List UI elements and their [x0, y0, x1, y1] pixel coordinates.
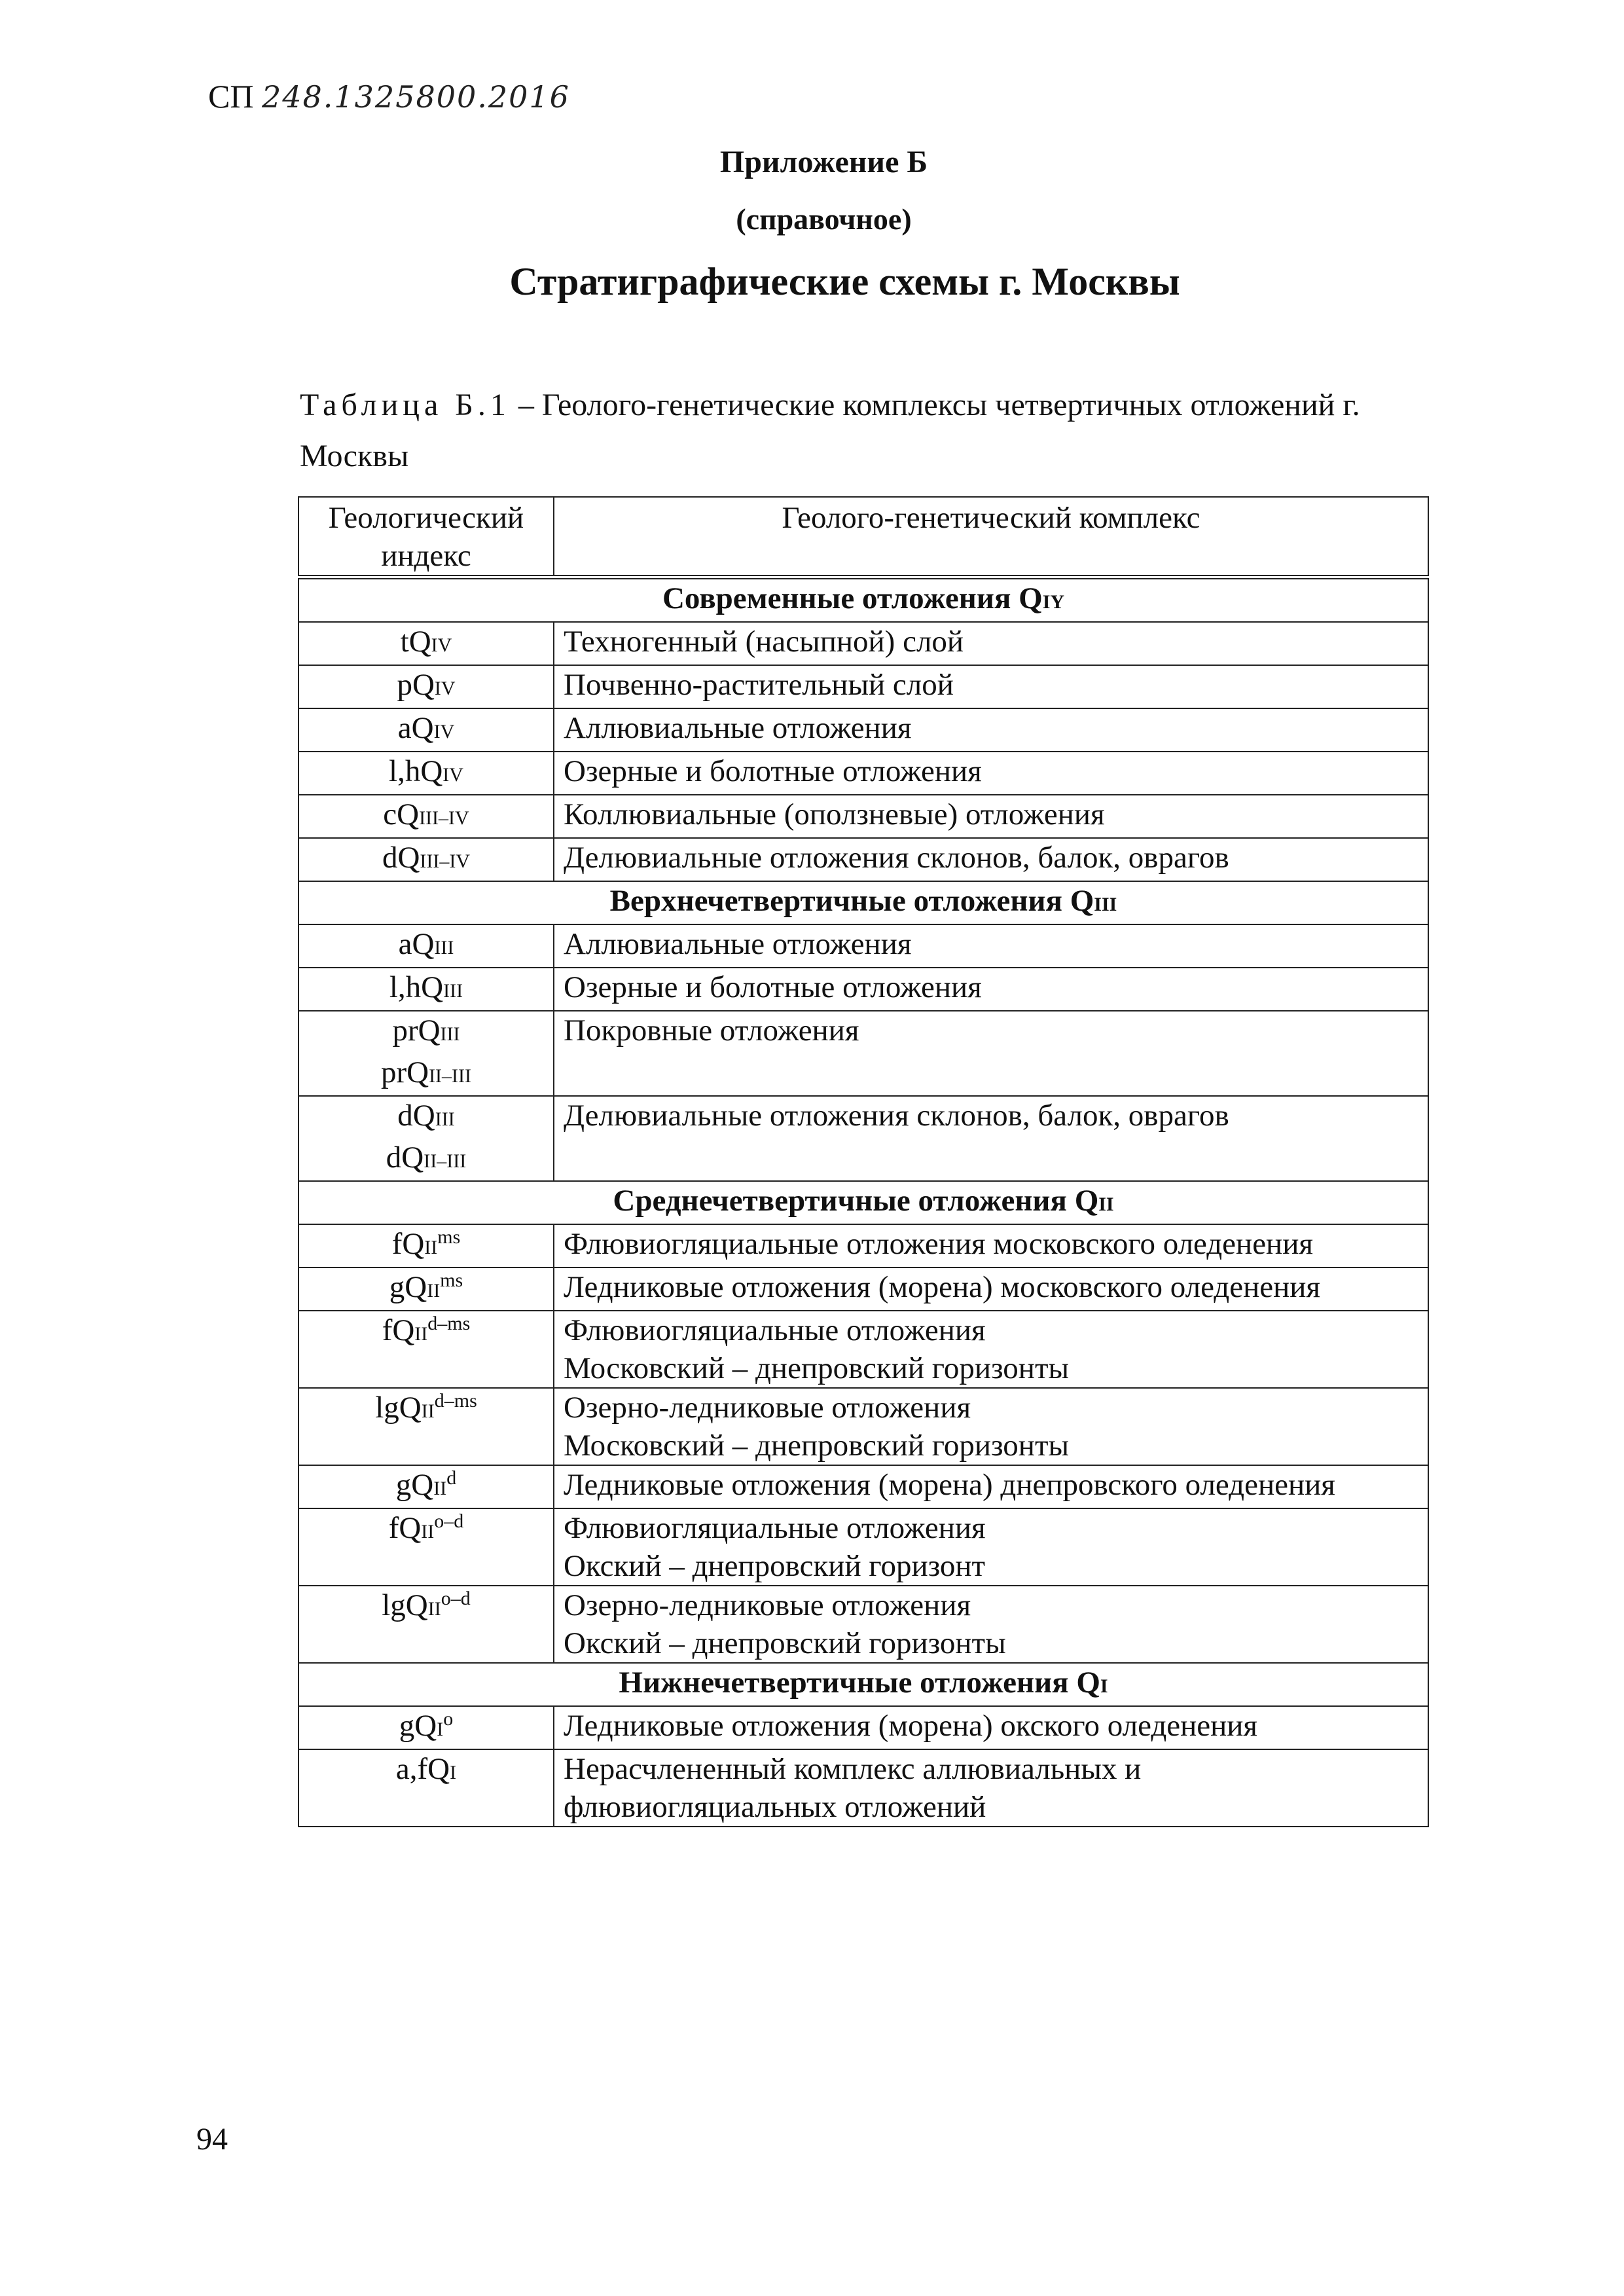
index-base: a,fQ	[395, 1752, 450, 1786]
index-superscript: o–d	[434, 1510, 464, 1532]
geological-index-cell	[298, 1706, 554, 1749]
index-subscript: I	[437, 1719, 444, 1740]
section-title-subscript: IY	[1042, 591, 1065, 613]
geological-index	[308, 1389, 544, 1430]
section-title-subscript: I	[1100, 1675, 1108, 1697]
genetic-complex-cell	[554, 838, 1428, 881]
index-base: aQ	[397, 711, 434, 745]
geological-index	[308, 1268, 544, 1310]
table-row	[298, 1096, 1428, 1181]
genetic-complex-text: Ледниковые отложения (морена) московского оледенения	[564, 1270, 1321, 1304]
index-base: aQ	[398, 927, 435, 961]
table-row	[298, 1388, 1428, 1465]
index-base: prQ	[392, 1013, 441, 1048]
geological-index	[308, 1139, 544, 1180]
section-title-text: Верхнечетвертичные отложения Q	[609, 884, 1094, 918]
geological-index-cell	[298, 665, 554, 708]
table-header-row	[298, 497, 1428, 577]
appendix-title: Стратиграфические схемы г. Москвы	[509, 260, 1180, 303]
geological-index	[308, 623, 544, 665]
genetic-complex-text: Техногенный (насыпной) слой	[564, 625, 964, 659]
table-row	[298, 1224, 1428, 1267]
table-row	[298, 752, 1428, 795]
genetic-complex-cell	[554, 665, 1428, 708]
geological-index	[308, 752, 544, 794]
genetic-complex-cell	[554, 968, 1428, 1011]
document-code	[208, 77, 570, 115]
genetic-complex-text: Озерные и болотные отложения	[564, 754, 982, 788]
index-base: pQ	[397, 668, 435, 702]
geological-index	[308, 968, 544, 1010]
geological-index	[308, 795, 544, 837]
genetic-complex-cell	[554, 1586, 1428, 1663]
section-header-row	[298, 1181, 1428, 1224]
genetic-complex-cell	[554, 1311, 1428, 1388]
genetic-complex-text: флювиогляциальных отложений	[564, 1790, 986, 1824]
handwritten-doc-code: 248.1325800.2016	[261, 79, 570, 115]
index-base: fQ	[388, 1511, 422, 1545]
index-base: l,hQ	[389, 970, 444, 1004]
table-row	[298, 1465, 1428, 1508]
genetic-complex-text: Озерно-ледниковые отложения	[564, 1391, 971, 1425]
index-superscript: o	[443, 1708, 454, 1730]
index-base: lgQ	[382, 1588, 428, 1622]
index-superscript: d	[446, 1467, 457, 1489]
index-base: fQ	[382, 1313, 415, 1347]
geological-index	[308, 1509, 544, 1551]
genetic-complex-cell	[554, 1267, 1428, 1311]
stratigraphy-table	[298, 496, 1429, 1827]
genetic-complex-cell	[554, 1706, 1428, 1749]
index-base: fQ	[391, 1227, 425, 1261]
genetic-complex-cell	[554, 795, 1428, 838]
geological-index-cell	[298, 1267, 554, 1311]
table-caption	[300, 380, 1439, 482]
genetic-complex-text: Ледниковые отложения (морена) днепровского оледенения	[564, 1468, 1335, 1502]
genetic-complex-cell	[554, 1224, 1428, 1267]
genetic-complex-text: Флювиогляциальные отложения	[564, 1313, 986, 1347]
geological-index-cell	[298, 1311, 554, 1388]
section-title	[298, 1663, 1428, 1706]
index-subscript: III	[443, 980, 463, 1002]
genetic-complex-text: Озерные и болотные отложения	[564, 970, 982, 1004]
geological-index-cell	[298, 622, 554, 665]
geological-index-cell	[298, 1224, 554, 1267]
geological-index	[308, 1707, 544, 1749]
index-subscript: IV	[434, 678, 456, 699]
index-subscript: II	[427, 1280, 441, 1302]
geological-index-cell	[298, 838, 554, 881]
genetic-complex-cell	[554, 1011, 1428, 1096]
geological-index	[308, 1011, 544, 1053]
index-superscript: ms	[437, 1226, 461, 1248]
section-title-text: Среднечетвертичные отложения Q	[613, 1184, 1099, 1218]
genetic-complex-cell	[554, 1749, 1428, 1827]
genetic-complex-text: Покровные отложения	[564, 1013, 859, 1048]
index-subscript: IV	[433, 721, 455, 742]
genetic-complex-cell	[554, 1388, 1428, 1465]
section-title	[298, 577, 1428, 623]
table-row	[298, 838, 1428, 881]
index-subscript: IV	[431, 634, 452, 656]
index-base: cQ	[383, 797, 420, 831]
geological-index-cell	[298, 1508, 554, 1586]
section-header-row	[298, 577, 1428, 623]
genetic-complex-text: Аллювиальные отложения	[564, 711, 912, 745]
genetic-complex-text: Московский – днепровский горизонты	[564, 1429, 1070, 1463]
table-row	[298, 1749, 1428, 1827]
genetic-complex-text: Ледниковые отложения (морена) окского оледенения	[564, 1709, 1258, 1743]
appendix-status: (справочное)	[736, 202, 912, 236]
index-subscript: II	[433, 1478, 447, 1499]
section-title-subscript: II	[1098, 1194, 1114, 1215]
geological-index	[308, 1053, 544, 1095]
table-row	[298, 795, 1428, 838]
table-row	[298, 708, 1428, 752]
section-title	[298, 881, 1428, 924]
genetic-complex-cell	[554, 1096, 1428, 1181]
genetic-complex-cell	[554, 1465, 1428, 1508]
geological-index-cell	[298, 1586, 554, 1663]
index-base: dQ	[397, 1099, 435, 1133]
index-superscript: o–d	[441, 1588, 471, 1609]
index-base: l,hQ	[389, 754, 443, 788]
index-subscript: III	[435, 1108, 455, 1130]
genetic-complex-text: Аллювиальные отложения	[564, 927, 912, 961]
geological-index-cell	[298, 1465, 554, 1508]
geological-index-cell	[298, 1388, 554, 1465]
geological-index	[308, 709, 544, 751]
geological-index-cell	[298, 752, 554, 795]
index-base: gQ	[389, 1270, 427, 1304]
geological-index	[308, 925, 544, 967]
table-row	[298, 1706, 1428, 1749]
section-title-text: Нижнечетвертичные отложения Q	[619, 1666, 1100, 1700]
geological-index	[308, 666, 544, 708]
genetic-complex-text: Делювиальные отложения склонов, балок, оврагов	[564, 1099, 1229, 1133]
index-subscript: IV	[442, 764, 463, 786]
genetic-complex-cell	[554, 708, 1428, 752]
index-base: dQ	[382, 841, 420, 875]
geological-index	[308, 1466, 544, 1508]
section-title	[298, 1181, 1428, 1224]
index-subscript: II	[424, 1237, 438, 1258]
table-row	[298, 968, 1428, 1011]
index-subscript: II	[421, 1521, 435, 1542]
index-superscript: ms	[440, 1269, 463, 1291]
table-row	[298, 1586, 1428, 1663]
index-subscript: III	[440, 1023, 460, 1045]
geological-index-cell	[298, 968, 554, 1011]
table-row	[298, 1508, 1428, 1586]
section-title-text: Современные отложения Q	[662, 581, 1043, 615]
table-caption-label: Таблица Б.1	[300, 388, 511, 422]
geological-index-cell	[298, 1749, 554, 1827]
index-base: prQ	[380, 1055, 429, 1089]
genetic-complex-text: Флювиогляциальные отложения	[564, 1511, 986, 1545]
index-base: dQ	[386, 1140, 424, 1175]
geological-index-cell	[298, 924, 554, 968]
index-subscript: III	[434, 937, 454, 958]
index-subscript: II–III	[429, 1065, 472, 1087]
column-header-index: Геологический индекс	[298, 497, 554, 577]
column-header-complex: Геолого-генетический комплекс	[554, 497, 1428, 577]
genetic-complex-text: Нерасчлененный комплекс аллювиальных и	[564, 1752, 1142, 1786]
table-row	[298, 665, 1428, 708]
index-subscript: II	[414, 1323, 428, 1345]
appendix-label: Приложение Б	[719, 145, 928, 179]
section-title-subscript: III	[1094, 894, 1117, 915]
geological-index-cell	[298, 1096, 554, 1181]
genetic-complex-text: Московский – днепровский горизонты	[564, 1351, 1070, 1385]
index-subscript: II	[421, 1400, 435, 1422]
table-caption-dash: –	[518, 388, 534, 422]
genetic-complex-cell	[554, 924, 1428, 968]
index-subscript: I	[450, 1762, 457, 1783]
genetic-complex-text: Делювиальные отложения склонов, балок, оврагов	[564, 841, 1229, 875]
genetic-complex-text: Окский – днепровский горизонт	[564, 1549, 986, 1583]
table-body	[298, 577, 1428, 1827]
geological-index	[308, 1225, 544, 1267]
index-superscript: d–ms	[434, 1390, 477, 1412]
genetic-complex-text: Озерно-ледниковые отложения	[564, 1588, 971, 1622]
index-superscript: d–ms	[427, 1313, 471, 1334]
section-header-row	[298, 881, 1428, 924]
table-row	[298, 1267, 1428, 1311]
genetic-complex-text: Почвенно-растительный слой	[564, 668, 954, 702]
table-caption-text: Геолого-генетические комплексы четвертичных отложений г. Москвы	[300, 388, 1360, 473]
page-number: 94	[196, 2122, 228, 2157]
genetic-complex-text: Флювиогляциальные отложения московского оледенения	[564, 1227, 1313, 1261]
geological-index	[308, 1311, 544, 1353]
geological-index	[308, 839, 544, 881]
index-subscript: III–IV	[419, 807, 469, 829]
index-base: tQ	[400, 625, 431, 659]
geological-index	[308, 1586, 544, 1628]
genetic-complex-cell	[554, 622, 1428, 665]
genetic-complex-cell	[554, 1508, 1428, 1586]
genetic-complex-text: Коллювиальные (оползневые) отложения	[564, 797, 1105, 831]
index-base: gQ	[395, 1468, 434, 1502]
table-row	[298, 622, 1428, 665]
geological-index-cell	[298, 795, 554, 838]
geological-index-cell	[298, 1011, 554, 1096]
geological-index	[308, 1750, 544, 1792]
table-row	[298, 924, 1428, 968]
section-header-row	[298, 1663, 1428, 1706]
table-row	[298, 1311, 1428, 1388]
genetic-complex-text: Окский – днепровский горизонты	[564, 1626, 1006, 1660]
index-base: gQ	[399, 1709, 437, 1743]
doc-prefix: СП	[208, 78, 254, 115]
geological-index	[308, 1097, 544, 1139]
genetic-complex-cell	[554, 752, 1428, 795]
index-subscript: III–IV	[420, 850, 471, 872]
geological-index-cell	[298, 708, 554, 752]
index-subscript: II	[427, 1598, 441, 1620]
index-base: lgQ	[375, 1391, 422, 1425]
index-subscript: II–III	[424, 1150, 467, 1172]
table-row	[298, 1011, 1428, 1096]
